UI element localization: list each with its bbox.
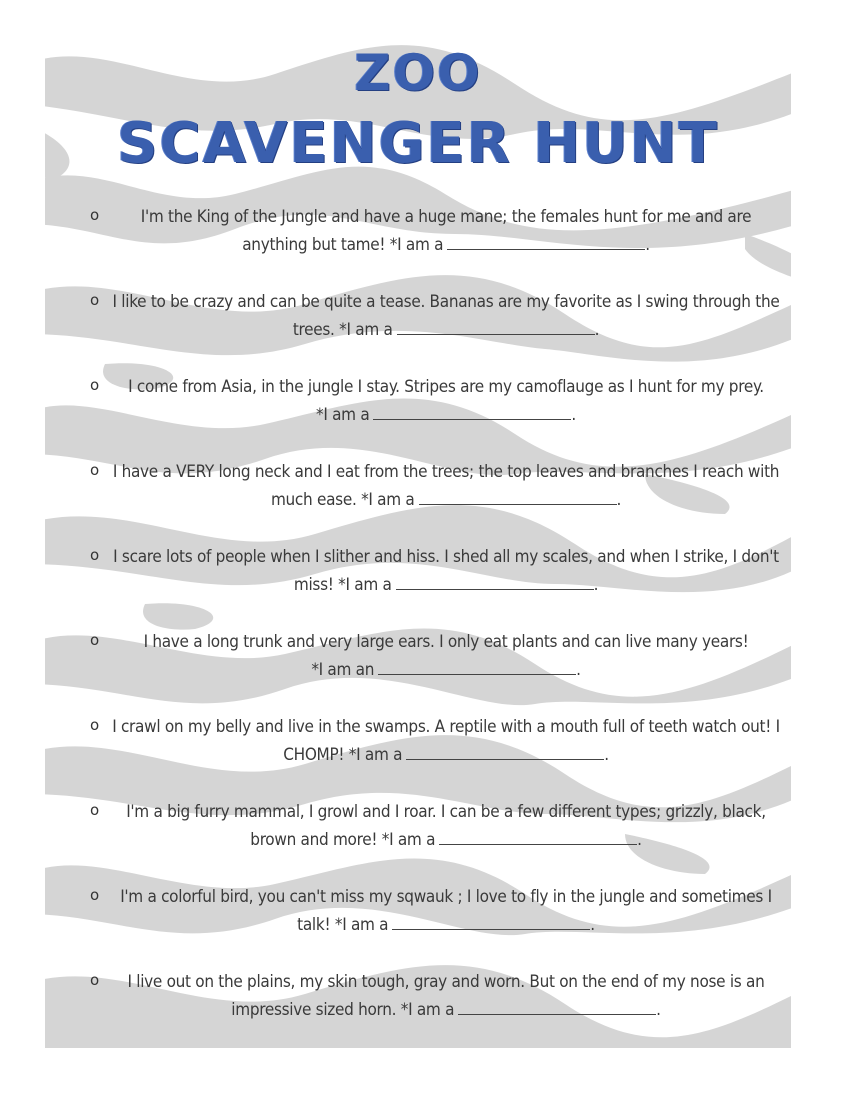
riddle-prompt: *I am a (361, 490, 415, 510)
riddle-end: . (571, 405, 576, 425)
riddle-prompt: *I am a (389, 235, 444, 255)
answer-blank[interactable] (378, 658, 576, 675)
bullet-icon: o (90, 206, 100, 224)
bullet-icon: o (90, 631, 100, 649)
riddle-text: I scare lots of people when I slither and hiss. I shed all my scales, and when I strike, I don't miss! (113, 547, 779, 595)
riddle-text: I'm a colorful bird, you can't miss my sqwauk ; I love to fly in the jungle and sometimes I talk! (120, 887, 772, 935)
riddle-prompt: *I am a (338, 575, 392, 595)
riddle-prompt: *I am a (316, 405, 370, 425)
answer-blank[interactable] (458, 998, 656, 1015)
riddle-end: . (604, 745, 609, 765)
riddle-text: I like to be crazy and can be quite a tease. Bananas are my favorite as I swing through the trees. (112, 292, 780, 340)
riddle-text: I live out on the plains, my skin tough, gray and worn. But on the end of my nose is an impressive sized horn. (127, 972, 765, 1020)
answer-blank[interactable] (392, 913, 590, 930)
bullet-icon: o (90, 546, 100, 564)
riddle-end: . (637, 830, 642, 850)
bullet-icon: o (90, 376, 100, 394)
answer-blank[interactable] (397, 318, 595, 335)
riddle-prompt: *I am an (311, 660, 375, 680)
riddle-end: . (576, 660, 581, 680)
riddle-end: . (645, 235, 650, 255)
answer-blank[interactable] (419, 488, 617, 505)
title-zoo: ZOO (354, 44, 482, 102)
riddle-end: . (656, 1000, 661, 1020)
answer-blank[interactable] (373, 403, 571, 420)
riddle-prompt: *I am a (400, 1000, 455, 1020)
bullet-icon: o (90, 971, 100, 989)
title-scavenger-hunt: SCAVENGER HUNT (117, 111, 719, 176)
riddle-text: I have a long trunk and very large ears. I only eat plants and can live many years! (143, 632, 749, 652)
riddle-text: I'm the King of the Jungle and have a huge mane; the females hunt for me and are anything but tame! (140, 207, 752, 255)
riddle-text: I have a VERY long neck and I eat from the trees; the top leaves and branches I reach with much ease. (112, 462, 780, 510)
answer-blank[interactable] (447, 233, 645, 250)
answer-blank[interactable] (439, 828, 637, 845)
riddle-end: . (594, 320, 600, 340)
riddle-end: . (616, 490, 622, 510)
riddle-prompt: *I am a (381, 830, 436, 850)
answer-blank[interactable] (406, 743, 604, 760)
riddle-text: I come from Asia, in the jungle I stay. Stripes are my camoflauge as I hunt for my prey. (128, 377, 764, 397)
riddle-prompt: *I am a (334, 915, 389, 935)
bullet-icon: o (90, 716, 100, 734)
bullet-icon: o (90, 801, 100, 819)
riddle-text: I crawl on my belly and live in the swamps. A reptile with a mouth full of teeth watch out! I CHOMP! (112, 717, 780, 765)
bullet-icon: o (90, 291, 100, 309)
bullet-icon: o (90, 886, 100, 904)
riddle-text: I'm a big furry mammal, I growl and I roar. I can be a few different types; grizzly, black, brown and more! (126, 802, 766, 850)
bullet-icon: o (90, 461, 100, 479)
answer-blank[interactable] (396, 573, 594, 590)
riddle-prompt: *I am a (348, 745, 403, 765)
riddle-end: . (593, 575, 599, 595)
riddle-end: . (590, 915, 595, 935)
riddle-prompt: *I am a (339, 320, 393, 340)
